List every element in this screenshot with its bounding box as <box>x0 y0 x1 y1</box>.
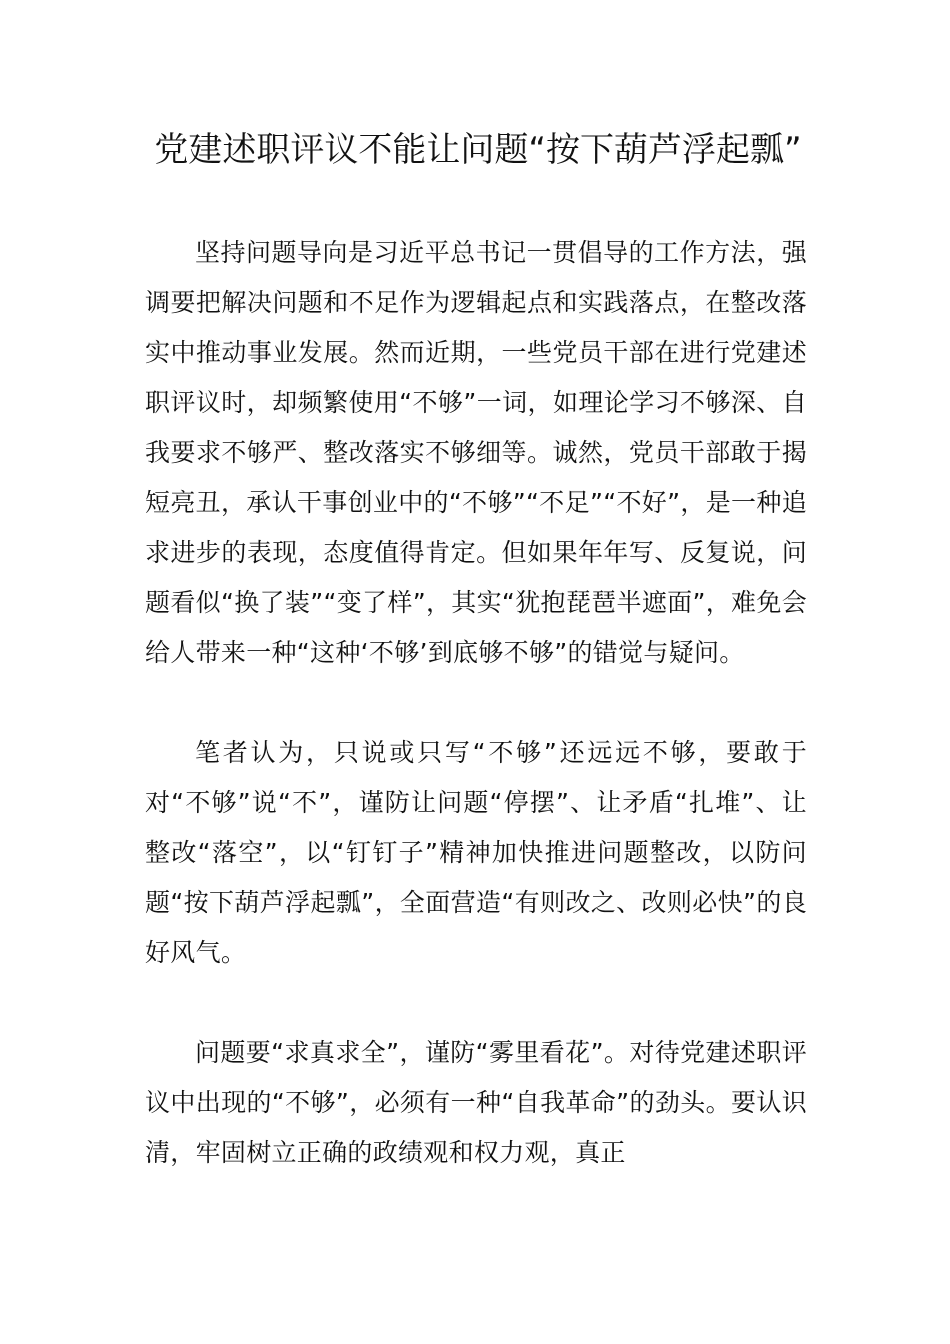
document-body <box>145 228 807 1178</box>
paragraph: 笔者认为，只说或只写“不够”还远远不够，要敢于对“不够”说“不”，谨防让问题“停摆”、让矛盾“扎堆”、让整改“落空”，以“钉钉子”精神加快推进问题整改，以防问题“按下葫芦浮起瓢”，全面营造“有则改之、改则必快”的良好风气。 <box>145 738 807 967</box>
paragraph: 坚持问题导向是习近平总书记一贯倡导的工作方法，强调要把解决问题和不足作为逻辑起点和实践落点，在整改落实中推动事业发展。然而近期，一些党员干部在进行党建述职评议时，却频繁使用“不够”一词，如理论学习不够深、自我要求不够严、整改落实不够细等。诚然，党员干部敢于揭短亮丑，承认干事创业中的“不够”“不足”“不好”，是一种追求进步的表现，态度值得肯定。但如果年年写、反复说，问题看似“换了装”“变了样”，其实“犹抱琵琶半遮面”，难免会给人带来一种“这种‘不够’到底够不够”的错觉与疑问。 <box>145 238 807 667</box>
paragraph: 问题要“求真求全”，谨防“雾里看花”。对待党建述职评议中出现的“不够”，必须有一种“自我革命”的劲头。要认识清，牢固树立正确的政绩观和权力观，真正 <box>145 1038 807 1167</box>
document-title: 党建述职评议不能让问题“按下葫芦浮起瓢” <box>154 130 802 170</box>
